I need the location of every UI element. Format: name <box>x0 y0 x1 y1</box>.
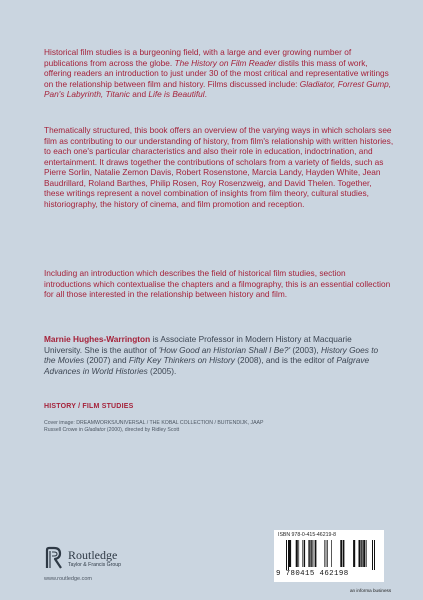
barcode-bar <box>289 540 291 567</box>
credits-line: Cover image: DREAMWORKS/UNIVERSAL / THE KOBAL COLLECTION / BUITENDIJK, JAAP <box>44 420 264 426</box>
publisher-text <box>68 549 121 568</box>
barcode-bar <box>340 540 342 567</box>
barcode-icon <box>286 540 376 570</box>
blurb-paragraph-3: Including an introduction which describes the field of historical film studies, section introductions which contextualise the chapters and a filmography, this is an essential collection for all those interested in the relationship between history and film. <box>44 268 391 300</box>
blurb-text: . <box>204 89 207 100</box>
author-name: Marnie Hughes-Warrington <box>44 334 151 344</box>
book-title: The History on Film Reader <box>174 57 276 68</box>
publisher-group: Taylor & Francis Group <box>68 561 122 568</box>
author-bio <box>44 334 384 376</box>
barcode-bar <box>343 540 344 567</box>
publisher-logo <box>44 545 121 571</box>
barcode-guard-bar <box>288 540 289 570</box>
film-title: Gladiator <box>84 427 106 434</box>
barcode-bar <box>324 540 325 567</box>
work-title: History Goes to the Movies <box>44 344 379 366</box>
informa-tagline: an informa business <box>350 588 392 593</box>
barcode-guard-bar <box>286 540 287 570</box>
barcode-guard-bar <box>372 540 373 570</box>
isbn-digits: 9 780415 462198 <box>276 570 349 578</box>
barcode-panel <box>274 530 384 582</box>
blurb-text: Historical film studies is a burgeoning field, with a large and ever growing number of publications from across the globe. <box>44 47 352 68</box>
credits-line <box>44 427 344 434</box>
publisher-website: www.routledge.com <box>44 576 92 582</box>
bio-text: (2005). <box>147 365 177 376</box>
barcode-bar <box>315 540 316 567</box>
bio-text: (2008), and is the editor of <box>234 355 337 366</box>
barcode-bar <box>366 540 367 567</box>
credits-text: Russell Crowe in <box>44 427 85 434</box>
barcode-bar <box>298 540 299 567</box>
subject-category: HISTORY / FILM STUDIES <box>44 403 134 410</box>
bio-text: is Associate Professor in Modern History at Macquarie University. She is the author of <box>44 334 352 355</box>
barcode-bar <box>361 540 362 567</box>
work-title: Fifty Key Thinkers on History <box>128 355 235 366</box>
barcode-bar <box>331 540 332 567</box>
barcode-bar <box>310 540 311 567</box>
barcode-bar <box>304 540 305 567</box>
barcode-bar <box>312 540 313 567</box>
credits-text: (2000), directed by Ridley Scott <box>105 427 180 434</box>
barcode-bar <box>363 540 365 567</box>
blurb-paragraph-2: Thematically structured, this book offers an overview of the varying ways in which scholars see film as contributing to our understanding of history, from film's relationship with written histories, to each one's particular characteristics and also their role in education, indoctrination, and entertainment. It draws together the contributions of scholars from a variety of fields, such as Pierre Sorlin, Natalie Zemon Davis, Robert Rosenstone, Marcia Landy, Hayden White, Jean Baudrillard, Roland Barthes, Philip Rosen, Roy Rosenzweig, and David Thelen. Together, these writings represent a novel combination of insights from film theory, cultural studies, historiography, the history of cinema, and film promotion and reception. <box>44 125 394 209</box>
barcode-bar <box>302 540 303 567</box>
barcode-bar <box>327 540 328 567</box>
isbn-label: ISBN 978-0-415-46219-8 <box>278 532 336 538</box>
barcode-bar <box>353 540 355 567</box>
barcode-bar <box>308 540 309 567</box>
bio-text: (2003), <box>290 344 321 355</box>
bio-text: (2007) and <box>84 355 129 366</box>
barcode-guard-bar <box>374 540 375 570</box>
film-title: Life is Beautiful <box>148 89 205 100</box>
blurb-text: and <box>129 89 149 100</box>
routledge-r-icon <box>44 546 64 570</box>
film-titles: Gladiator, Forrest Gump, Pan's Labyrinth, Titanic <box>44 78 392 100</box>
barcode-bar <box>314 540 315 567</box>
blurb-text: distils this mass of work, offering readers an introduction to just under 30 of the most critical and representative writings on the relationship between film and history. Films discussed include: <box>44 57 389 89</box>
barcode-bar <box>326 540 327 567</box>
cover-image-credits <box>44 420 344 434</box>
barcode-bar <box>296 540 298 567</box>
blurb-paragraph-1 <box>44 47 394 100</box>
work-title: 'How Good an Historian Shall I Be?' <box>158 344 291 355</box>
barcode-bar <box>359 540 361 567</box>
work-title: Palgrave Advances in World Histories <box>44 355 370 376</box>
publisher-name: Routledge <box>68 547 118 562</box>
